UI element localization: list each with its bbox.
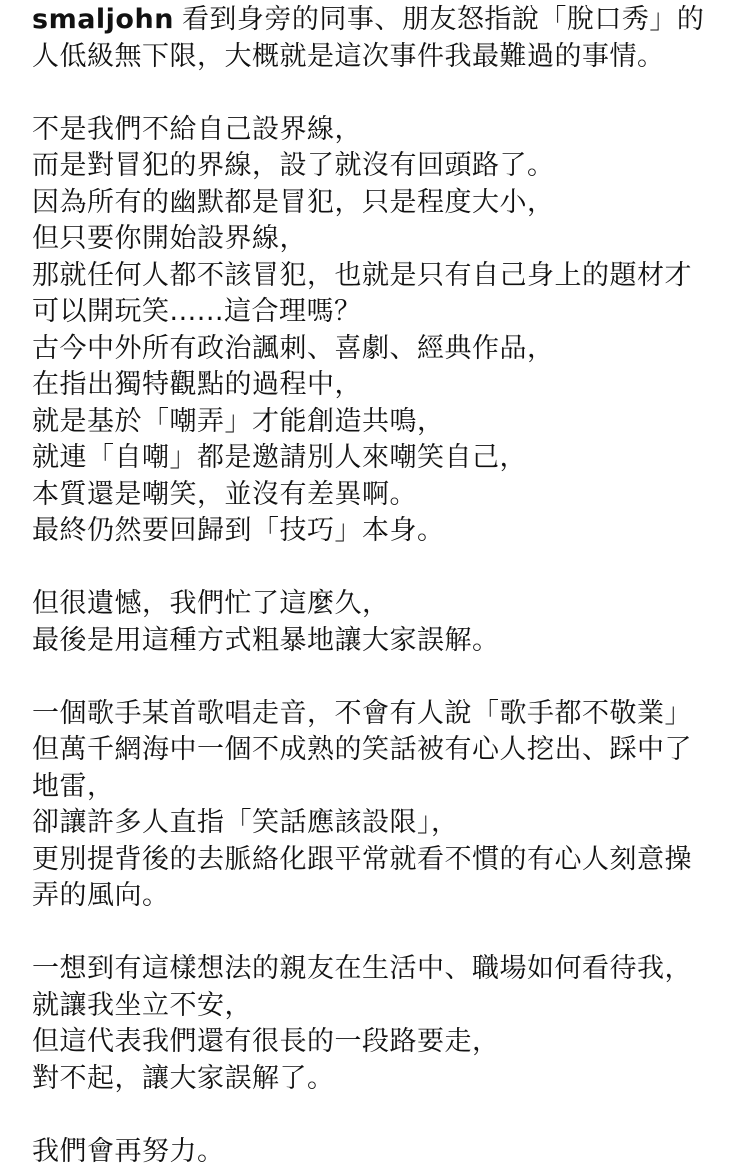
- caption-line: 但這代表我們還有很長的一段路要走，: [32, 1024, 732, 1061]
- caption-line: 不是我們不給自己設界線，: [32, 112, 732, 149]
- caption-line: 但只要你開始設界線，: [32, 221, 732, 258]
- caption-line: 就是基於「嘲弄」才能創造共鳴，: [32, 404, 732, 441]
- caption-first-line: [32, 2, 732, 39]
- caption-paragraph: [32, 112, 732, 550]
- caption-line: 古今中外所有政治諷刺、喜劇、經典作品，: [32, 331, 732, 368]
- caption-line: 弄的風向。: [32, 878, 732, 915]
- intro-paragraph: [32, 2, 732, 75]
- caption-line: 地雷，: [32, 769, 732, 806]
- caption-line: 更別提背後的去脈絡化跟平常就看不慣的有心人刻意操: [32, 842, 732, 879]
- caption-text: 看到身旁的同事、朋友怒指說「脫口秀」的: [182, 4, 705, 35]
- caption-line: 就讓我坐立不安，: [32, 988, 732, 1025]
- caption-paragraph: [32, 696, 732, 915]
- caption-line: 最後是用這種方式粗暴地讓大家誤解。: [32, 623, 732, 660]
- caption-line: 而是對冒犯的界線，設了就沒有回頭路了。: [32, 148, 732, 185]
- caption-line: 卻讓許多人直指「笑話應該設限」，: [32, 805, 732, 842]
- caption-line: 一想到有這樣想法的親友在生活中、職場如何看待我，: [32, 951, 732, 988]
- caption-paragraph: [32, 1134, 732, 1170]
- caption-line: 在指出獨特觀點的過程中，: [32, 367, 732, 404]
- caption-paragraph: [32, 586, 732, 659]
- caption-line: 可以開玩笑......這合理嗎？: [32, 294, 732, 331]
- post-caption: [32, 2, 732, 1170]
- caption-line: 但很遺憾，我們忙了這麼久，: [32, 586, 732, 623]
- caption-body: [32, 112, 732, 1170]
- caption-line: 最終仍然要回歸到「技巧」本身。: [32, 513, 732, 550]
- username-link[interactable]: smaljohn: [32, 4, 174, 35]
- caption-line: 就連「自嘲」都是邀請別人來嘲笑自己，: [32, 440, 732, 477]
- caption-line: 但萬千網海中一個不成熟的笑話被有心人挖出、踩中了: [32, 732, 732, 769]
- caption-line: 一個歌手某首歌唱走音，不會有人說「歌手都不敬業」: [32, 696, 732, 733]
- caption-line: 對不起，讓大家誤解了。: [32, 1061, 732, 1098]
- caption-line: 我們會再努力。: [32, 1134, 732, 1170]
- caption-line: 那就任何人都不該冒犯，也就是只有自己身上的題材才: [32, 258, 732, 295]
- caption-line: 人低級無下限，大概就是這次事件我最難過的事情。: [32, 39, 732, 76]
- caption-paragraph: [32, 951, 732, 1097]
- caption-line: 因為所有的幽默都是冒犯，只是程度大小，: [32, 185, 732, 222]
- caption-line: 本質還是嘲笑，並沒有差異啊。: [32, 477, 732, 514]
